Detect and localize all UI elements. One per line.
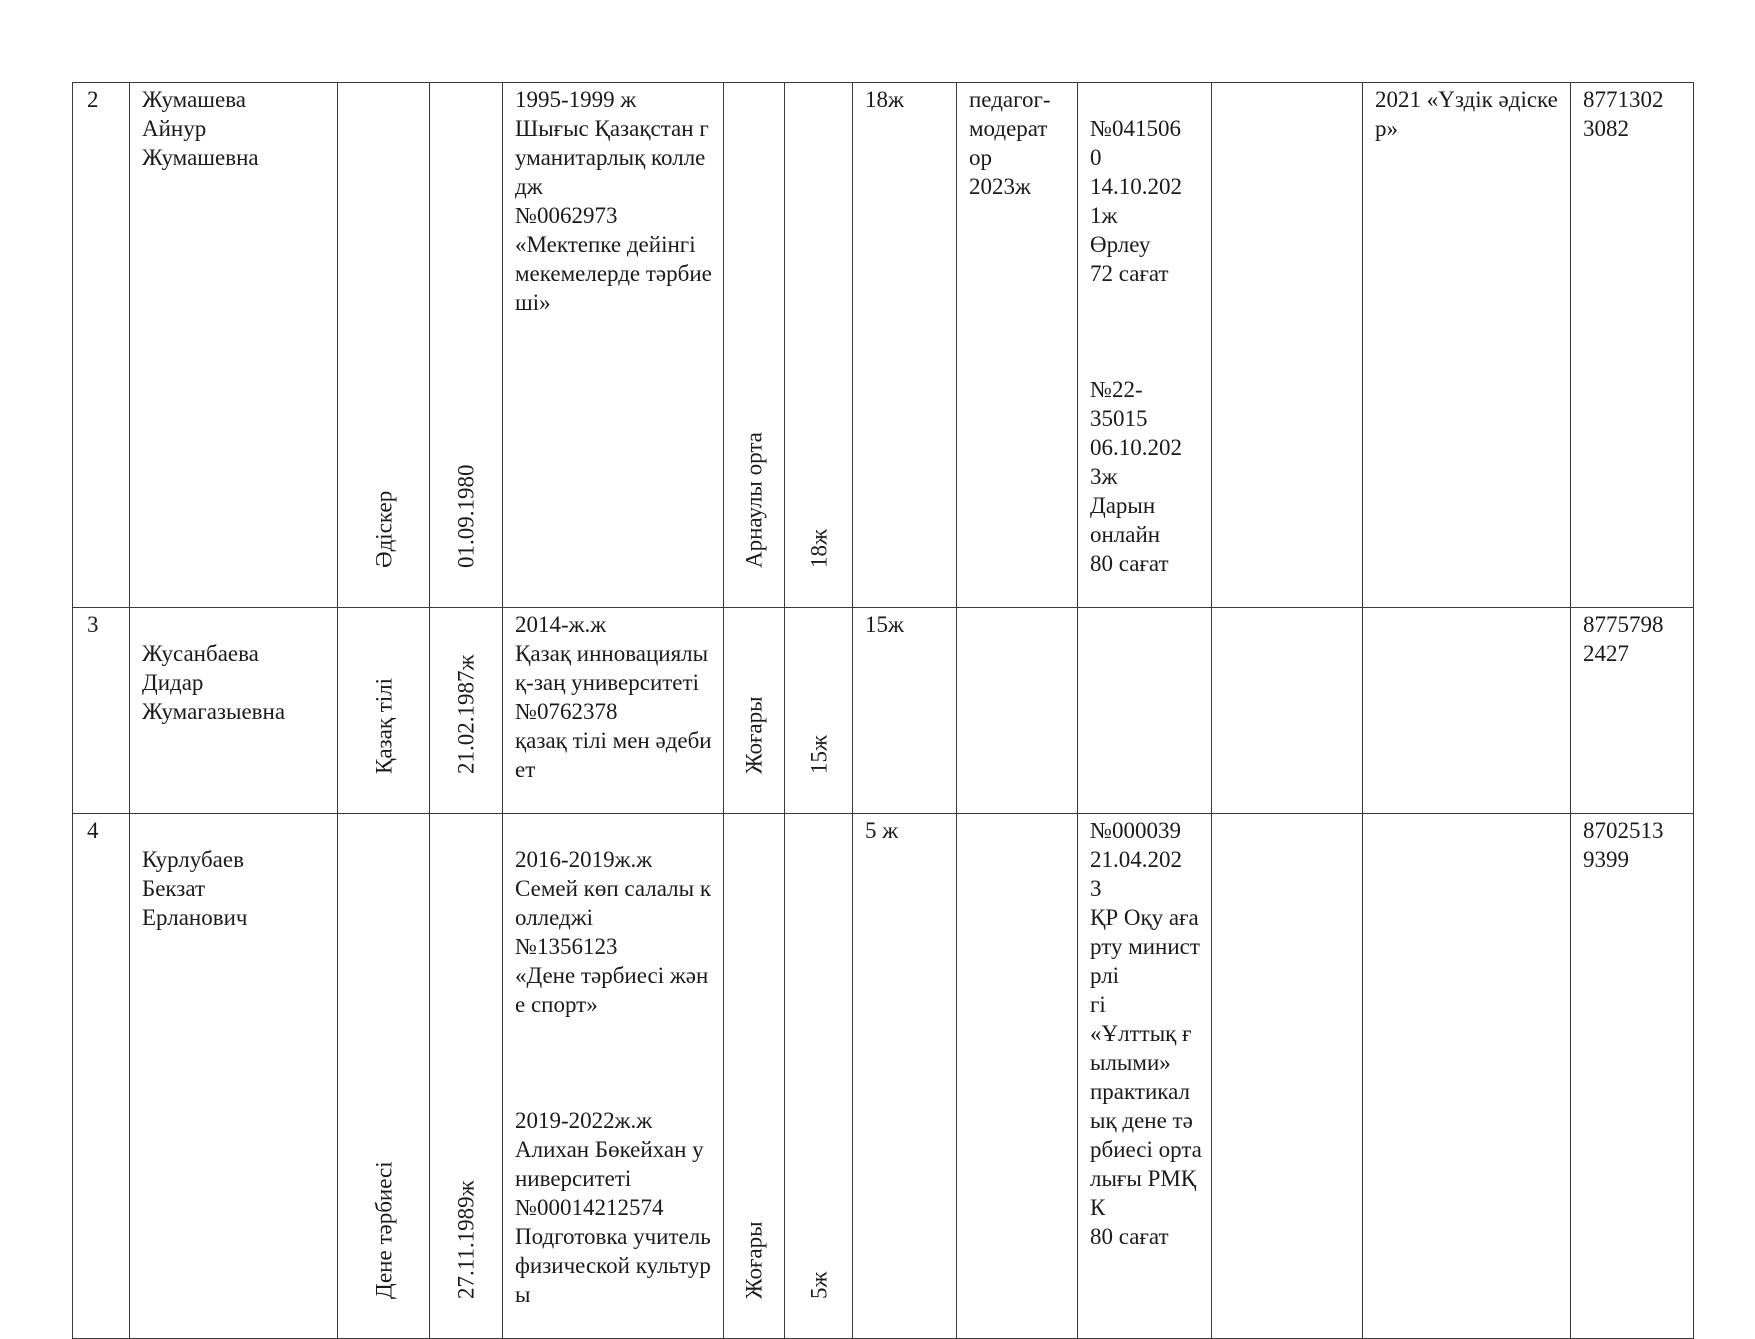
- total-experience-text: 18ж: [806, 529, 831, 568]
- subject-cell: [338, 608, 430, 814]
- courses-cell: [1078, 608, 1212, 814]
- table-row: [73, 608, 1694, 814]
- total-experience-cell: [785, 83, 853, 608]
- empty-cell: [1212, 83, 1363, 608]
- birth-date-text: 21.02.1987ж: [453, 654, 479, 774]
- course-entry: №22- 35015 06.10.202 3ж Дарын онлайн 80 сағат: [1090, 377, 1182, 576]
- table-row: [73, 83, 1694, 608]
- row-number-cell: 2: [73, 83, 130, 608]
- education-entry: 2019-2022ж.ж Алихан Бөкейхан университеті №00014212574 Подготовка учитель физической культуры: [515, 1108, 711, 1307]
- education-entry: 2016-2019ж.ж Семей көп салалы колледжі №1356123 «Дене тәрбиесі және спорт»: [515, 847, 712, 1017]
- education-level-text: Жоғары: [741, 696, 767, 774]
- subject-text: Дене тәрбиесі: [371, 1161, 396, 1299]
- full-name-cell: [130, 814, 338, 1339]
- education-cell: 1995-1999 ж Шығыс Қазақстан гуманитарлық колледж №0062973 «Мектепке дейінгі мекемелерде тәрбиеші»: [503, 83, 724, 608]
- courses-cell: №000039 21.04.202 3 ҚР Оқу ағарту министрлі гі «Ұлттық ғылыми» практикал ық дене тәрбиесі орталығы РМҚК 80 сағат: [1078, 814, 1212, 1339]
- row-number-cell: 3: [73, 608, 130, 814]
- pedagogical-experience-cell: 15ж: [853, 608, 957, 814]
- category-cell: [957, 814, 1078, 1339]
- birth-date-text: 27.11.1989ж: [453, 1180, 479, 1299]
- awards-cell: [1363, 608, 1571, 814]
- education-level-cell: [724, 83, 785, 608]
- education-level-text: Жоғары: [741, 1221, 767, 1299]
- awards-cell: [1363, 814, 1571, 1339]
- subject-text: Әдіскер: [371, 490, 396, 568]
- awards-cell: 2021 «Үздік әдіскер»: [1363, 83, 1571, 608]
- total-experience-text: 15ж: [806, 735, 831, 774]
- total-experience-text: 5ж: [806, 1271, 831, 1299]
- category-cell: педагог- модерат ор 2023ж: [957, 83, 1078, 608]
- course-entry: №041506 0 14.10.202 1ж Өрлеу 72 сағат: [1090, 116, 1182, 286]
- empty-cell: [1212, 608, 1363, 814]
- birth-date-text: 01.09.1980: [453, 464, 479, 568]
- staff-table: [72, 82, 1694, 1339]
- education-cell: 2014-ж.ж Қазақ инновациялық-заң университеті №0762378 қазақ тілі мен әдебиет: [503, 608, 724, 814]
- full-name-cell: [130, 608, 338, 814]
- total-experience-cell: [785, 814, 853, 1339]
- phone-cell: 8702513 9399: [1571, 814, 1694, 1339]
- category-cell: [957, 608, 1078, 814]
- subject-text: Қазақ тілі: [371, 677, 396, 774]
- subject-cell: [338, 83, 430, 608]
- education-level-text: Арнаулы орта: [741, 432, 767, 568]
- birth-date-cell: [430, 608, 503, 814]
- subject-cell: [338, 814, 430, 1339]
- education-level-cell: [724, 608, 785, 814]
- full-name-text: Курлубаев Бекзат Ерланович: [142, 847, 248, 930]
- full-name-cell: Жумашева Айнур Жумашевна: [130, 83, 338, 608]
- pedagogical-experience-cell: 5 ж: [853, 814, 957, 1339]
- education-cell: [503, 814, 724, 1339]
- table-row: [73, 814, 1694, 1339]
- phone-cell: 8775798 2427: [1571, 608, 1694, 814]
- empty-cell: [1212, 814, 1363, 1339]
- birth-date-cell: [430, 83, 503, 608]
- full-name-text: Жусанбаева Дидар Жумагазыевна: [142, 641, 286, 724]
- total-experience-cell: [785, 608, 853, 814]
- courses-cell: [1078, 83, 1212, 608]
- birth-date-cell: [430, 814, 503, 1339]
- pedagogical-experience-cell: 18ж: [853, 83, 957, 608]
- row-number-cell: 4: [73, 814, 130, 1339]
- education-level-cell: [724, 814, 785, 1339]
- phone-cell: 8771302 3082: [1571, 83, 1694, 608]
